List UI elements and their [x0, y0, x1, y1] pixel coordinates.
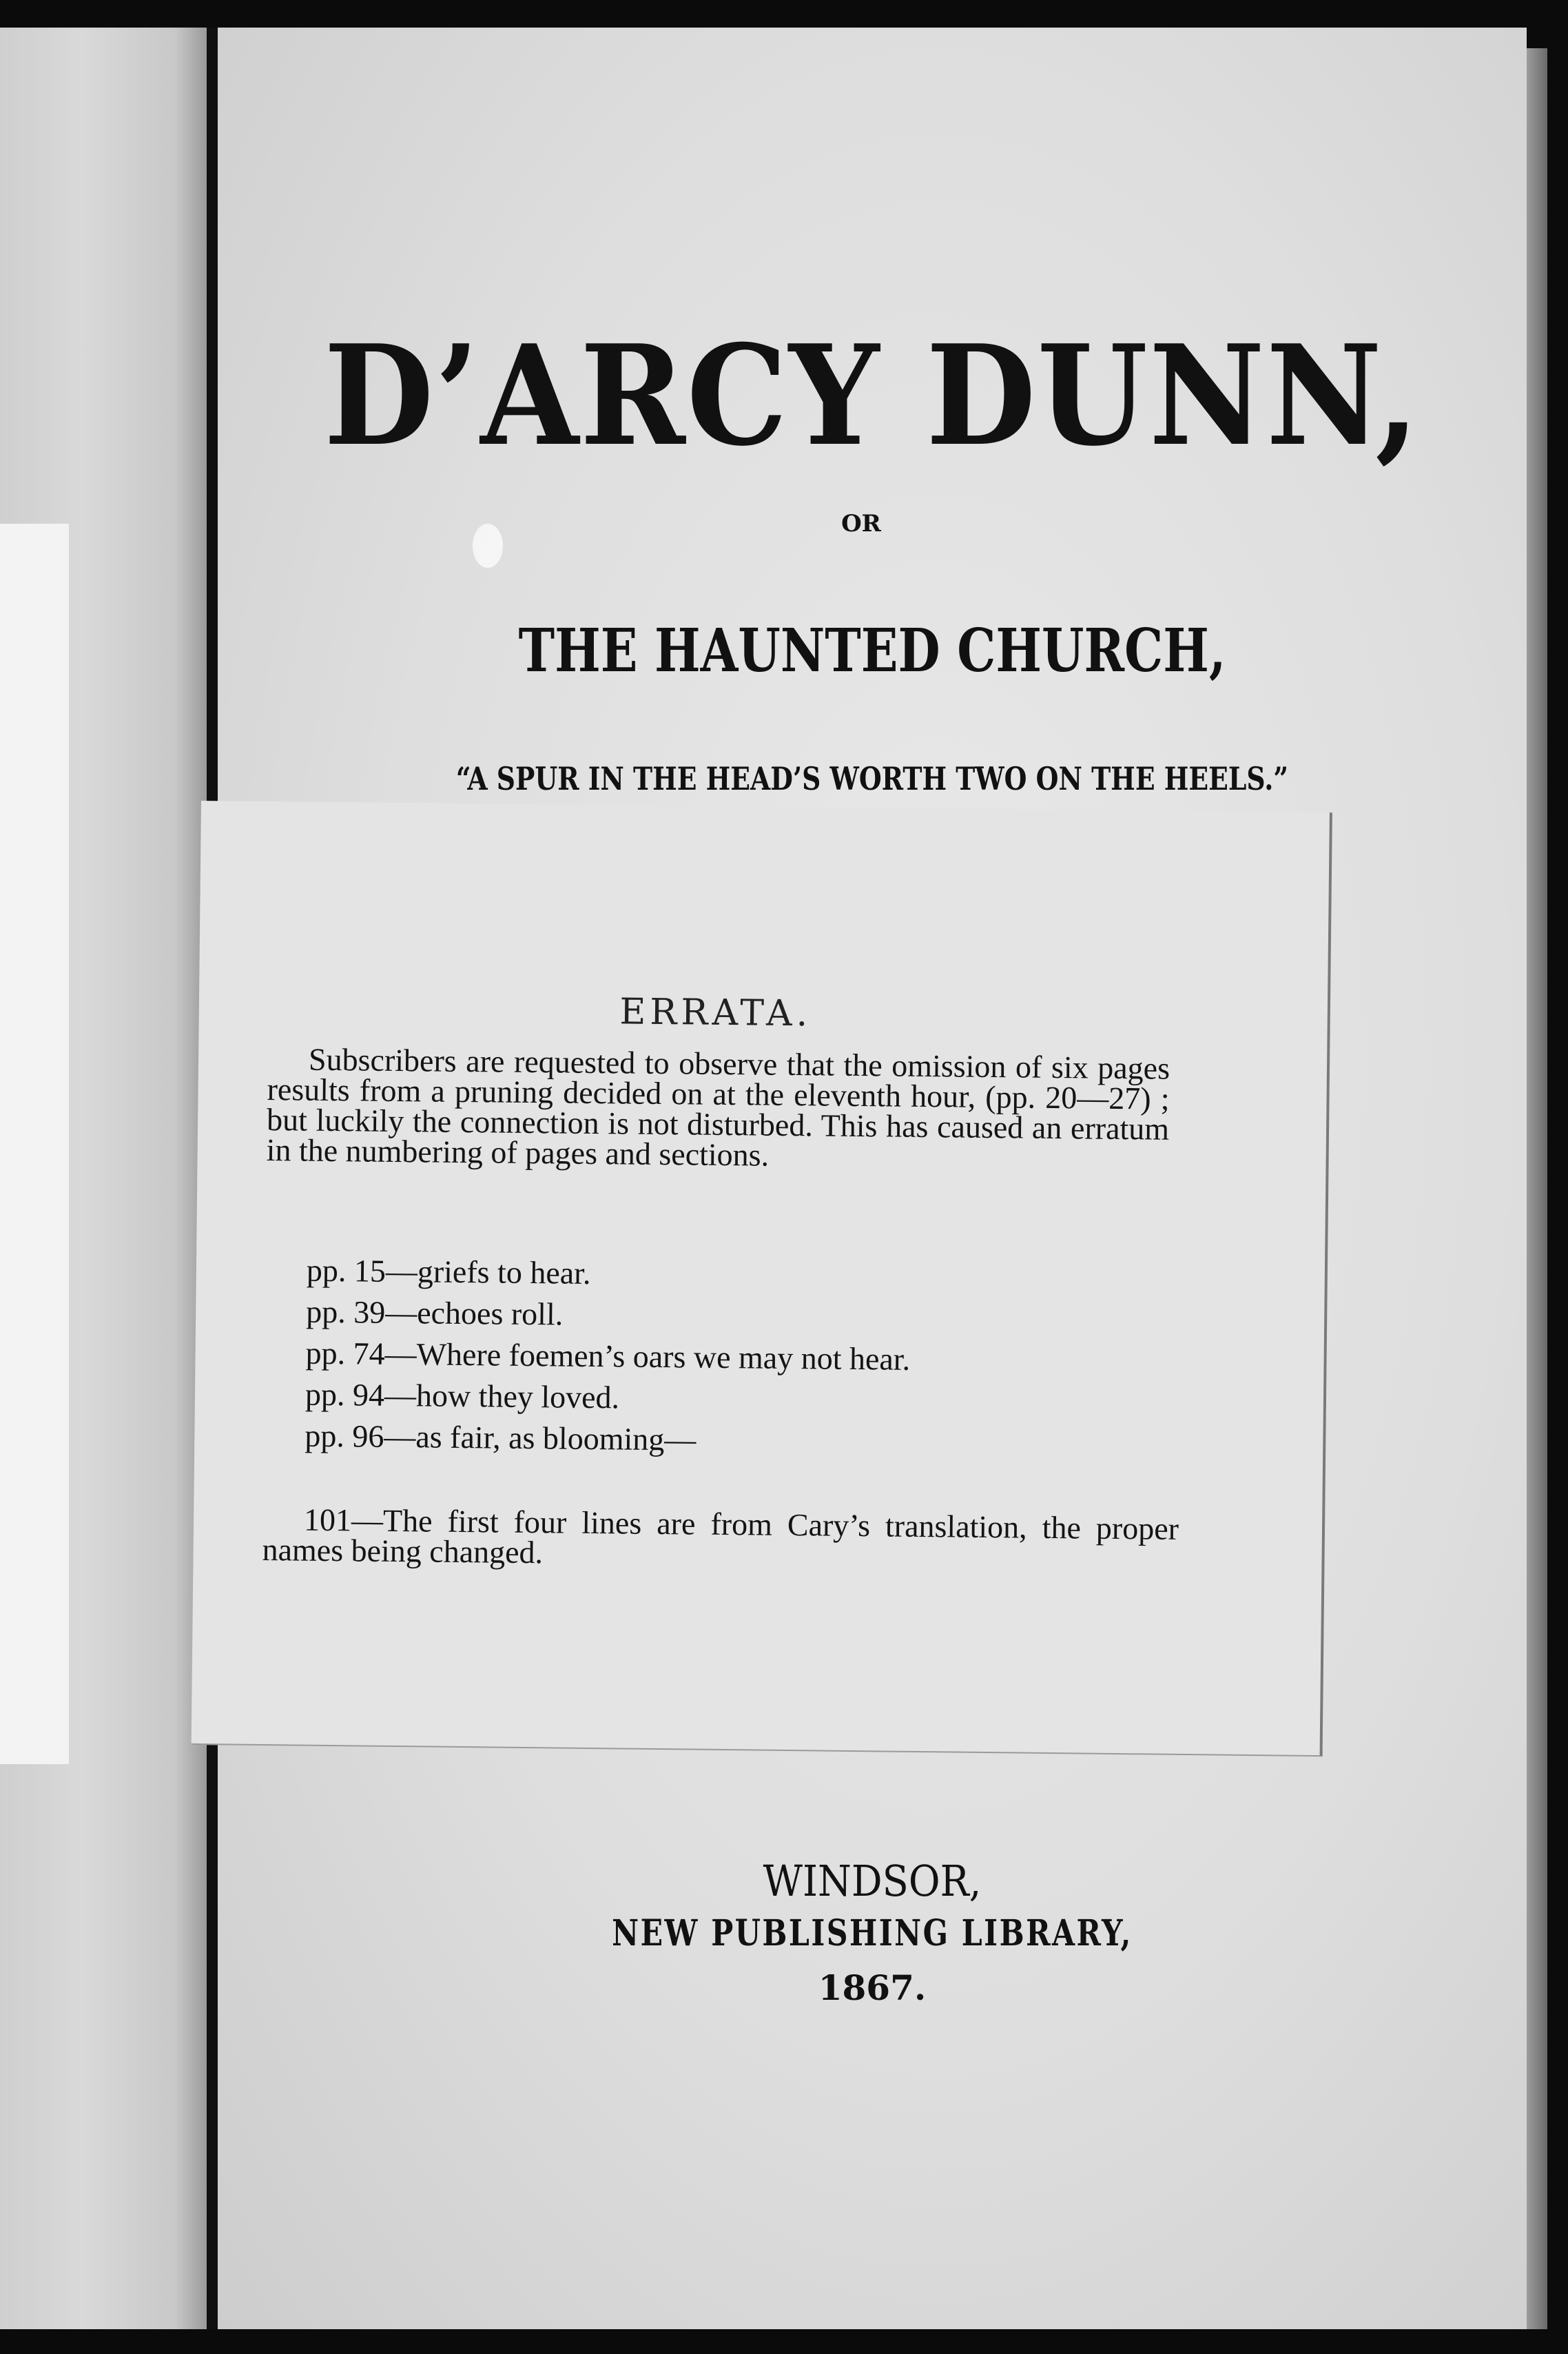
title-conjunction: OR	[841, 510, 881, 538]
errata-note: 101—The first four lines are from Cary’s translation, the proper names being changed.	[262, 1502, 1179, 1570]
imprint-publisher: NEW PUBLISHING LIBRARY,	[612, 1912, 1133, 1954]
errata-item: pp. 15—griefs to hear.	[306, 1252, 591, 1291]
book-title: D’ARCY DUNN,	[324, 315, 1421, 477]
errata-heading: ERRATA.	[619, 991, 812, 1035]
errata-item: pp. 94—how they loved.	[305, 1376, 620, 1415]
errata-list	[263, 1249, 1244, 1466]
adjacent-page-strip	[0, 28, 207, 2329]
page-edge-shadow	[1527, 48, 1547, 2329]
errata-slip	[192, 801, 1332, 1757]
book-subtitle: THE HAUNTED CHURCH,	[518, 616, 1226, 686]
imprint-year: 1867.	[818, 1967, 927, 2008]
errata-paragraph: Subscribers are requested to observe that the omission of six pages results from a pruning decided on at the eleventh hour, (pp. 20—27) ; but luckily the connection is not disturbed. This has caused an erratum in the numbering of pages and sections.	[266, 1041, 1170, 1173]
imprint-place: WINDSOR,	[763, 1856, 982, 1906]
errata-item: pp. 96—as fair, as blooming—	[305, 1417, 697, 1457]
errata-item: pp. 74—Where foemen’s oars we may not hear.	[305, 1335, 911, 1377]
book-motto: “A SPUR IN THE HEAD’S WORTH TWO ON THE HEELS.”	[455, 760, 1289, 797]
errata-item: pp. 39—echoes roll.	[305, 1293, 564, 1332]
adjacent-page-slip	[0, 524, 69, 1764]
